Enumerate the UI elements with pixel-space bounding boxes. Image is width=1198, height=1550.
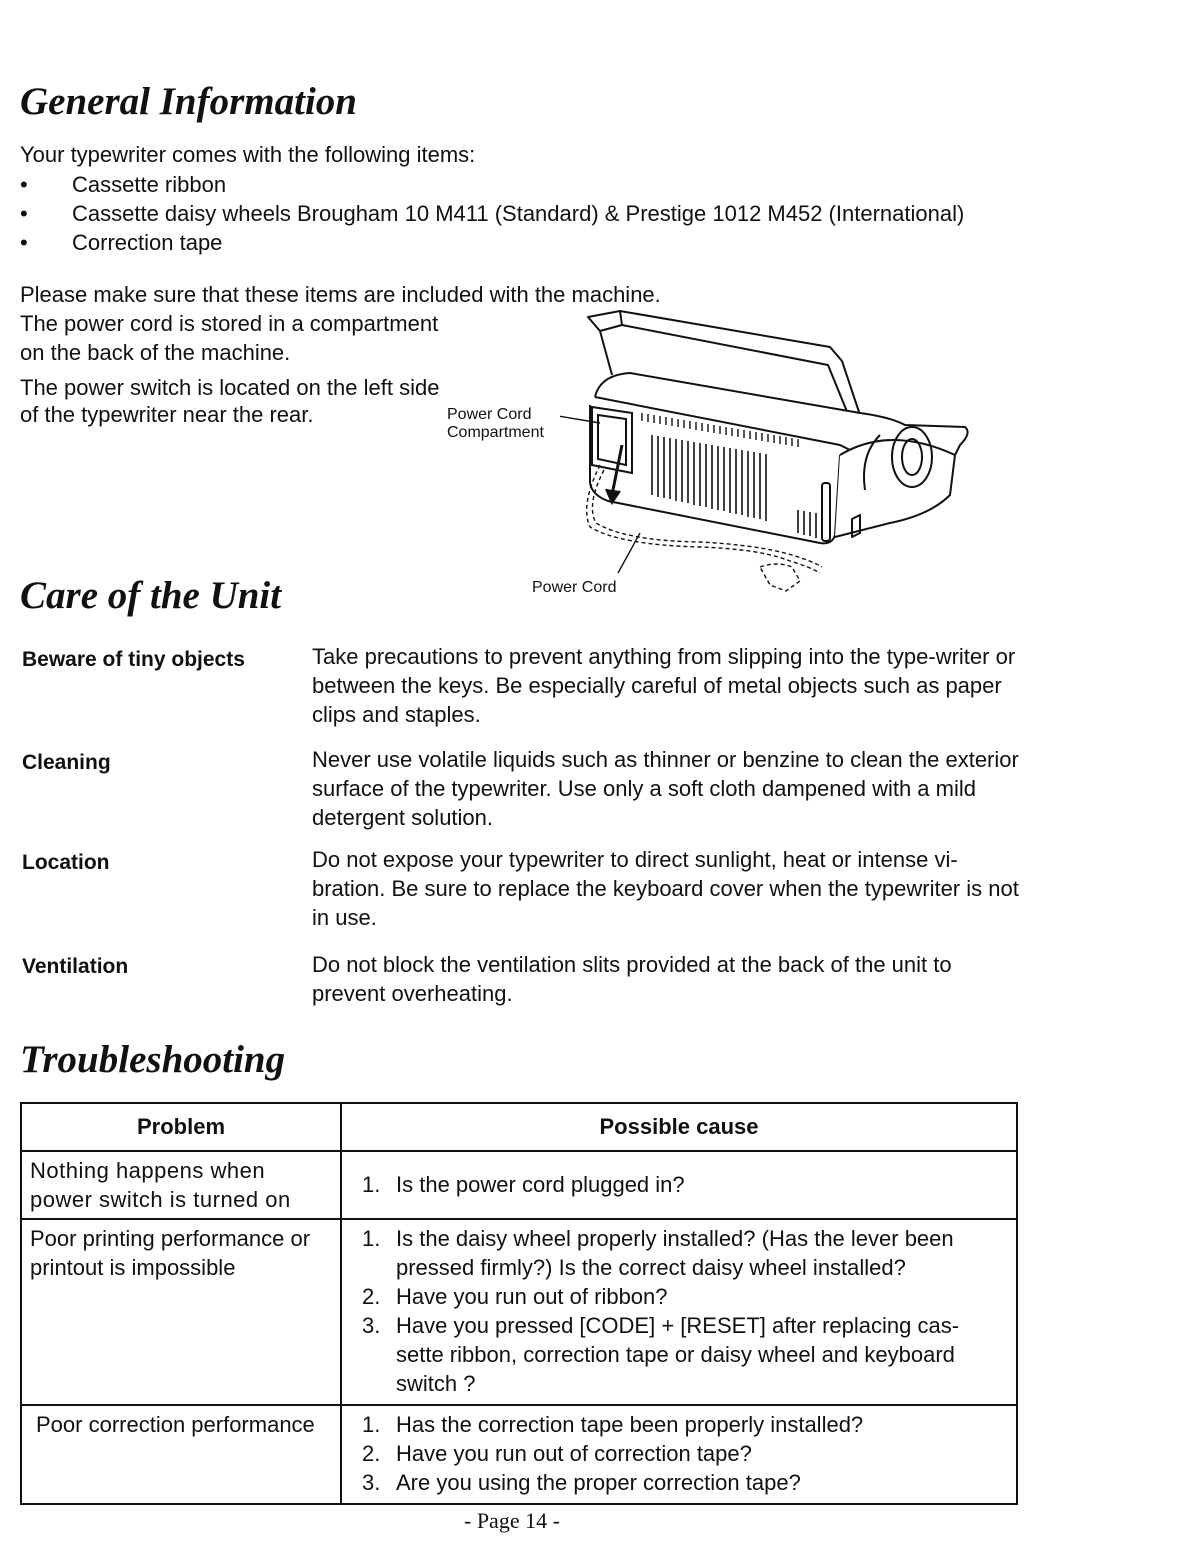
list-item: • Cassette daisy wheels Brougham 10 M411 (Standard) & Prestige 1012 M452 (International) <box>20 201 965 226</box>
items-list <box>20 170 1080 257</box>
cause-item: 2. Have you run out of correction tape? <box>362 1441 752 1466</box>
items-intro: Your typewriter comes with the following items: <box>20 142 476 167</box>
troubleshooting-table <box>20 1102 1018 1505</box>
care-text-ventilation: Do not block the ventilation slits provided at the back of the unit to prevent overheating. <box>312 952 952 1006</box>
switch-note-line2: of the typewriter near the rear. <box>20 402 314 427</box>
cause-cell <box>341 1219 1017 1405</box>
figure-label-power-cord: Power Cord <box>532 579 617 596</box>
troubleshooting-heading: Troubleshooting <box>20 1038 286 1081</box>
general-information-heading: General Information <box>20 80 357 123</box>
care-text-cleaning: Never use volatile liquids such as thinner or benzine to clean the exterior surface of the typewriter. Use only a soft cloth dampened with a mild detergent solution. <box>312 747 1019 830</box>
problem-cell: Poor correction performance <box>21 1405 341 1504</box>
problem-cell: Nothing happens when power switch is turned on <box>21 1151 341 1219</box>
switch-note-line1: The power switch is located on the left side <box>20 375 440 400</box>
cause-item: 2. Have you run out of ribbon? <box>362 1284 668 1309</box>
care-heading: Care of the Unit <box>20 574 282 617</box>
problem-cell: Poor printing performance or printout is impossible <box>21 1219 341 1405</box>
care-label-tiny-objects: Beware of tiny objects <box>22 648 245 671</box>
table-row <box>21 1151 1017 1219</box>
care-text-location: Do not expose your typewriter to direct sunlight, heat or intense vi-bration. Be sure to replace the keyboard cover when the typewriter is not in use. <box>312 847 1019 930</box>
list-item: • Correction tape <box>20 230 223 255</box>
cause-item: 1. Is the power cord plugged in? <box>362 1171 685 1197</box>
figure-label-compartment-line1: Power Cord <box>447 406 532 423</box>
cord-note-line1: The power cord is stored in a compartment <box>20 311 439 336</box>
cause-item: 1. Is the daisy wheel properly installed? (Has the lever been pressed firmly?) Is the correct daisy wheel installed? <box>362 1226 954 1280</box>
figure-label-compartment-line2: Compartment <box>447 424 544 441</box>
column-header-problem: Problem <box>21 1103 341 1151</box>
page-number: - Page 14 - <box>464 1508 560 1533</box>
care-text-tiny-objects: Take precautions to prevent anything from slipping into the type-writer or between the keys. Be especially careful of metal objects such as paper clips and staples. <box>312 644 1016 727</box>
care-label-ventilation: Ventilation <box>22 955 129 978</box>
cause-cell <box>341 1405 1017 1504</box>
list-item: • Cassette ribbon <box>20 172 227 197</box>
cause-item: 1. Has the correction tape been properly installed? <box>362 1412 864 1437</box>
care-label-location: Location <box>22 851 110 874</box>
cause-item: 3. Are you using the proper correction tape? <box>362 1470 801 1495</box>
table-header-row <box>21 1103 1017 1151</box>
table-row <box>21 1219 1017 1405</box>
cause-item: 3. Have you pressed [CODE] + [RESET] after replacing cas-sette ribbon, correction tape or daisy wheel and keyboard switch ? <box>362 1313 960 1396</box>
table-row <box>21 1405 1017 1504</box>
items-check-note: Please make sure that these items are included with the machine. <box>20 282 661 307</box>
typewriter-rear-illustration <box>560 305 990 600</box>
cord-note-line2: on the back of the machine. <box>20 340 291 365</box>
cause-cell <box>341 1151 1017 1219</box>
column-header-cause: Possible cause <box>341 1103 1017 1151</box>
care-label-cleaning: Cleaning <box>22 751 111 774</box>
